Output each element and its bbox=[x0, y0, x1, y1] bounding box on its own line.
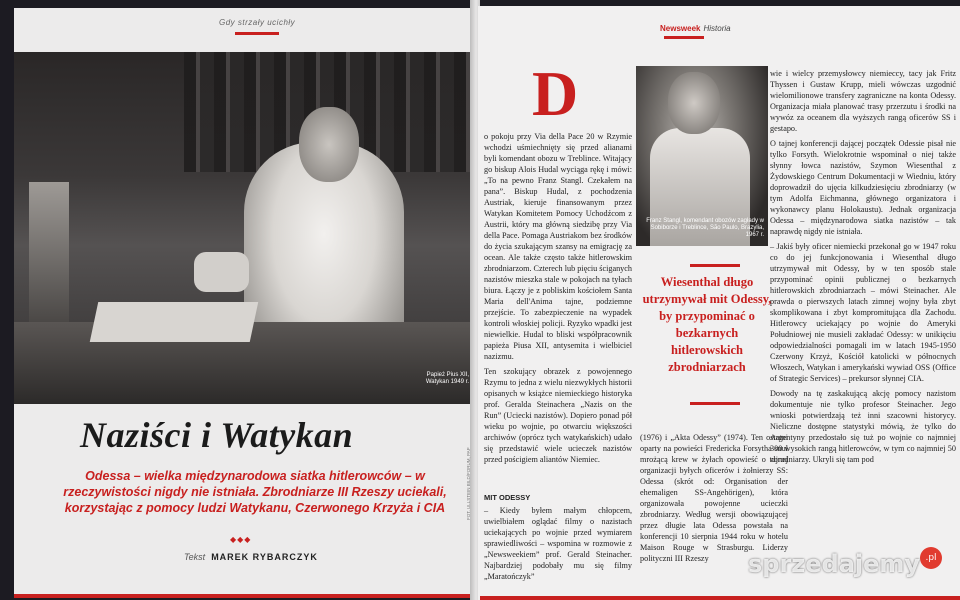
left-page bbox=[14, 8, 474, 598]
photo-caption-line2: Watykan 1949 r. bbox=[425, 379, 469, 385]
diamond-ornament: ◆◆◆ bbox=[230, 535, 252, 544]
running-head: Gdy strzały ucichły bbox=[219, 18, 296, 27]
byline-label: Tekst bbox=[184, 552, 206, 562]
pope-photo bbox=[14, 52, 474, 404]
left-footer-rule bbox=[14, 594, 474, 598]
right-page bbox=[478, 6, 960, 600]
paragraph: Dowody na tę zaskakującą akcję pomocy nazistom dokumentuje nie tylko profesor Steinacher. Jego wnioski potwierdzają też inni szacowni historycy. Nieliczne dostępne statystyki mówią, że tylko do Argentyny przedostało się tuż po wojnie co najmniej 300 wysokich rangą hitlerowców, w tym co najmniej 50 zbrodniarzy. Ukryli się tam pod bbox=[770, 389, 956, 464]
watermark-badge: .pl bbox=[920, 547, 942, 569]
pope-head bbox=[299, 107, 359, 182]
column-3 bbox=[770, 68, 956, 469]
pull-quote-rule bbox=[690, 402, 740, 405]
byline-author: MAREK RYBARCZYK bbox=[211, 552, 318, 562]
paragraph: o pokoju przy Via della Pace 20 w Rzymie wchodzi uśmiechnięty się przed alianami byli komendant obozu w Treblince. Witający go biskup Alois Hudal wyciąga rękę i mówi: „To na pewno Franz Stangl. Czekałem na pana”. Biskup Hudal, z pochodzenia Austriak, kieruje finansowanym przez Watykan Komitetem Pomocy Uchodźcom z Austrii, który ma główną siedzibę przy Via della Pace. Pomaga Austriakom bez środków do życia szukającym szansy na emigrację za ocean. Ale także często także hitlerowskim zbrodniarzom. Czterech lub pięciu ściganych nazistów mieszka stale w pokojach na tyłach biura. Łączy je z pobliskim kościołem Santa Maria dell'Anima tajne, podziemne przejście. To zabezpieczenie na wypadek kontroli włoskiej policji. Ryzyko wpadki jest niewielkie. Hudal to bliski współpracownik papieża Piusa XII, antysemita i wielbiciel nazizmu. bbox=[484, 132, 632, 361]
column-2 bbox=[640, 432, 788, 568]
byline bbox=[184, 552, 318, 562]
papers-decor bbox=[90, 302, 259, 342]
running-head-rule bbox=[235, 32, 279, 35]
article-deck: Odessa – wielka międzynarodowa siatka hitlerowców – w rzeczywistości nigdy nie istniała. Zbrodniarze III Rzeszy uciekali, korzystając z pomocy ludzi Watykanu, Czerwonego Krzyża i CIA bbox=[63, 469, 447, 515]
brand-name: Newsweek bbox=[660, 24, 701, 33]
paragraph: – Kiedy byłem małym chłopcem, uwielbiałem oglądać filmy o nazistach uciekających po wojnie przed wymiarem sprawiedliwości – wspomina w rozmowie z „Newsweekiem” prof. Gerald Steinacher. Najbardziej podobały mu się filmy „Maratończyk” bbox=[484, 506, 632, 581]
column-1-bottom bbox=[484, 492, 632, 586]
subheading: MIT ODESSY bbox=[484, 493, 531, 502]
paragraph: O tajnej konferencji dającej początek Odessie pisał nie tylko Forsyth. Wielokrotnie wspominał o niej także słynny łowca nazistów, Szymon Wiesenthal z Żydowskiego Centrum Dokumentacji w Wiedniu, który doprowadził do ujęcia kilkudziesięciu zbrodniarzy (w tym Adolfa Eichmanna, głównego organizatora i wykonawcy planu Holokaustu). Jednak organizacja Odessa – międzynarodowa siatka nazistów – tak naprawdę nigdy nie istniała. bbox=[770, 139, 956, 236]
pull-quote: Wiesenthal długo utrzymywał mit Odessy, by przypominać o bezkarnych hitlerowskich zbrodniarzach bbox=[642, 275, 772, 374]
stangl-photo-caption: Franz Stangl, komendant obozów zagłady w Sobiborze i Treblince, São Paulo, Brazylia, 1967 r. bbox=[646, 218, 764, 238]
photo-caption bbox=[394, 372, 469, 386]
right-footer-rule bbox=[480, 596, 960, 600]
paragraph: wie i wielcy przemysłowcy niemieccy, tacy jak Fritz Thyssen i Gustaw Krupp, mieli wówczas uzgodnić wielomilionowe transfery zagraniczne na konta Odessy. Organizacja miała planować trasy przerzutu i środki na wywóz za oceanem dla wyższych rangą oficerów SS i gestapo. bbox=[770, 69, 956, 133]
telephone-decor bbox=[194, 252, 249, 292]
paragraph: Ten szokujący obrazek z powojennego Rzymu to jedna z wielu niezwykłych historii opisanych w książce niemieckiego historyka prof. Geralda Steinachera „Nazis on the Run” (Uciecki nazistów). Dopiero ponad pół wieku po wojnie, po otwarciu większości archiwów (oprócz tych watykańskich) udało się przedstawić wiele ucieczek nazistów przed pościgiem aliantów Niemiec. bbox=[484, 367, 632, 464]
paragraph: – Jakiś były oficer niemiecki przekonał go w 1947 roku co do jej funkcjonowania i Wiesenthal długo utrzymywał mit Odessy, by w ten sposób stale przypominać opinii publicznej o bezkarnych hitlerowskich zbrodniarzach – mówi Steinacher. Ale prawda o pierwszych latach zimnej wojny była zbyt skomplikowana i zbyt kompromitująca dla Zachodu. Hitlerowcy uciekający po wojnie do Ameryki Południowej nie musieli zakładać Odessy: w unikięciu odpowiedzialności pomagali im w latach 1945-1950 Czerwony Krzyż, Kościół katolicki w północnych Włoszech, Watykan i amerykański wywiad OSS (Office of Strategic Services) – prekursor słynnej CIA. bbox=[770, 242, 956, 383]
section-name: Historia bbox=[703, 24, 731, 33]
section-rule bbox=[664, 36, 704, 39]
photo-credit: FOT. ULLSTEIN BILD/FORUM, PAP bbox=[466, 447, 471, 520]
lamp-decor bbox=[29, 182, 69, 322]
drop-cap: D bbox=[532, 58, 579, 129]
pull-quote-rule-top bbox=[690, 264, 740, 267]
column-1 bbox=[484, 131, 632, 469]
section-header bbox=[660, 24, 731, 33]
photo-caption-line1: Papież Pius XII, bbox=[426, 372, 469, 378]
article-headline: Naziści i Watykan bbox=[80, 415, 354, 455]
figure-face bbox=[668, 72, 720, 134]
watermark-logo: sprzedajemy bbox=[748, 550, 921, 578]
paragraph: (1976) i „Akta Odessy” (1974). Ten ostatni oparty na powieści Fredericka Forsytha snuł mrożącą krew w żyłach opowieść o tajnej organizacji byłych oficerów i żołnierzy SS: Odessa (skrót od: Organisation der ehemaligen SS-Angehörigen), która organizowała powojenne ucieczki zbrodniarzy. Według wersji obowiązującej przez długie lata Odessa powstała na konferencji 10 sierpnia 1944 roku w hotelu Maison Rouge w Strasburgu. Liderzy polityczni III Rzeszy bbox=[640, 433, 788, 563]
